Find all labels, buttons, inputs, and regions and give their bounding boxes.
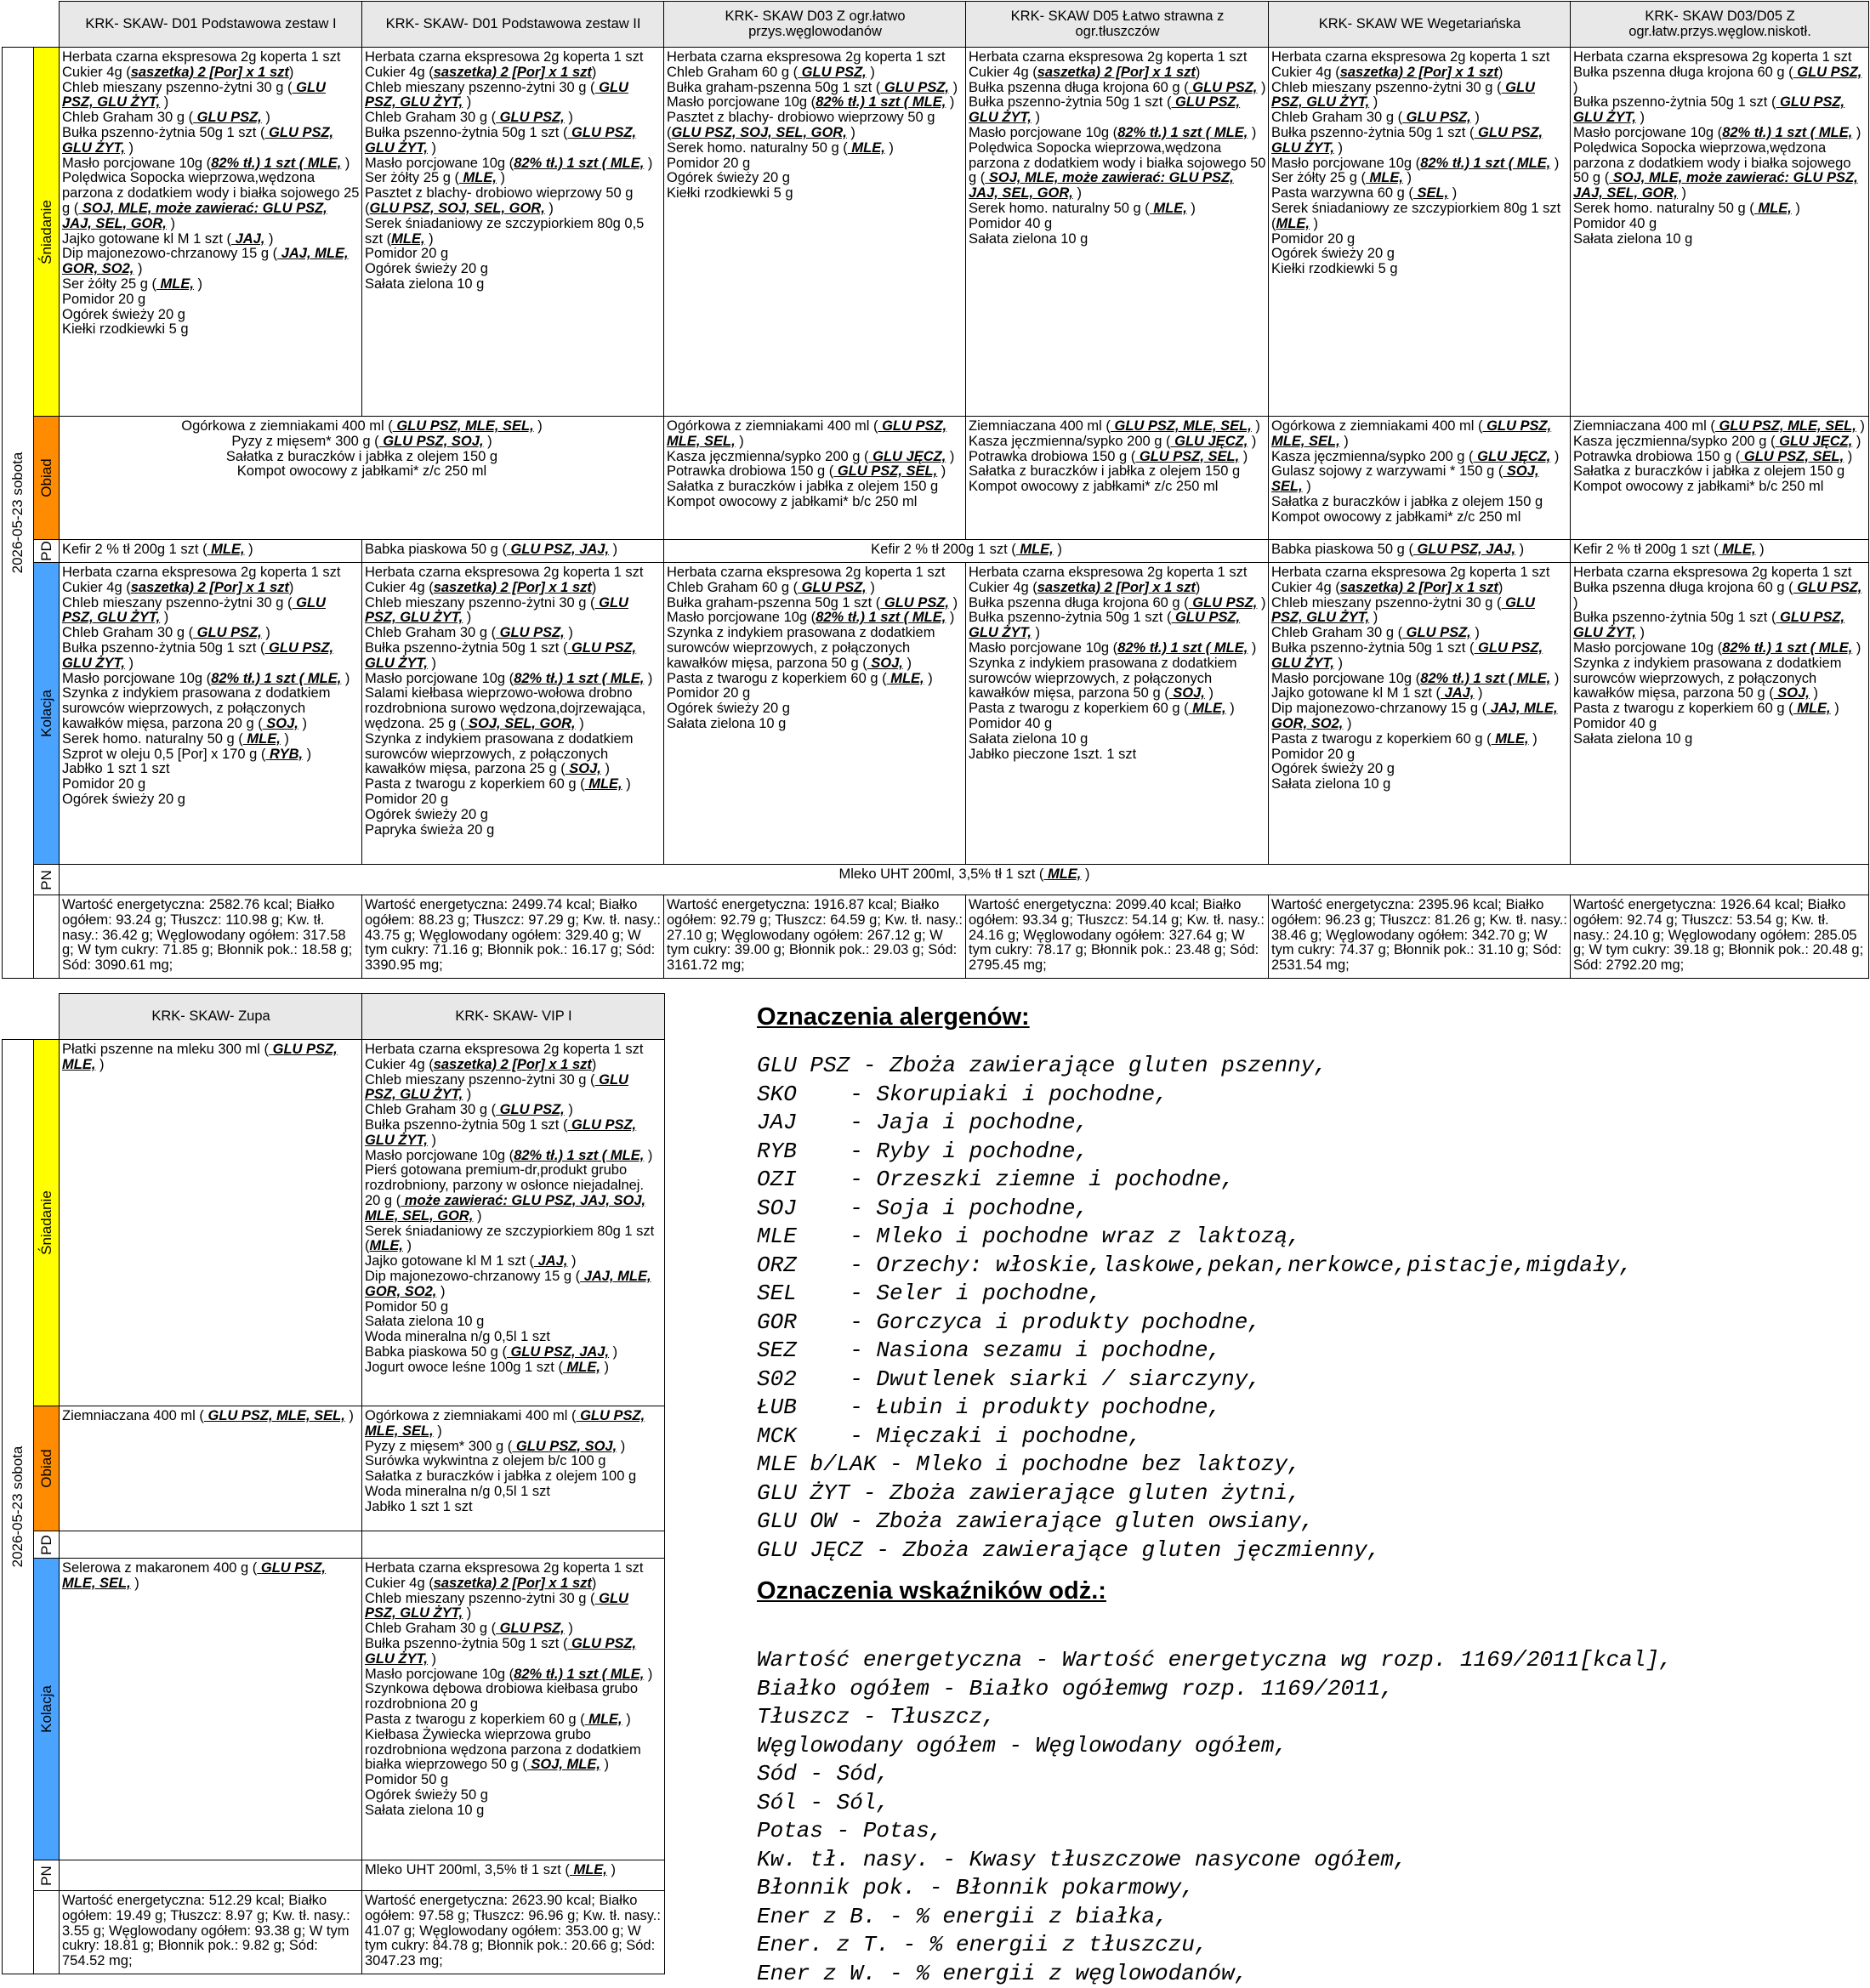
menu-item: Bułka pszenno-żytnia 50g 1 szt ( GLU PSZ, GLU ŻYT, ) (1573, 95, 1867, 126)
menu-item: Herbata czarna ekspresowa 2g koperta 1 szt (365, 1561, 662, 1576)
meal-cell (1571, 48, 1869, 417)
corner-blank (3, 994, 34, 1040)
menu-item: Cukier 4g (saszetka) 2 [Por] x 1 szt) (1271, 65, 1568, 81)
diet-header: KRK- SKAW D05 Łatwo strawna z ogr.tłuszczów (966, 2, 1269, 48)
diet-header: KRK- SKAW- D01 Podstawowa zestaw II (362, 2, 664, 48)
meal-label-lunch: Obiad (34, 1406, 60, 1531)
menu-item: Sałata zielona 10 g (1271, 777, 1568, 792)
meal-label-snack: PD (34, 540, 60, 563)
legend-line: MLE b/LAK - Mleko i pochodne bez laktozy, (757, 1451, 1633, 1480)
menu-item: Pyzy z mięsem* 300 g ( GLU PSZ, SOJ, ) (62, 435, 662, 450)
meal-cell: Kefir 2 % tł 200g 1 szt ( MLE, ) (60, 540, 362, 563)
menu-item: Szynka z indykiem prasowana z dodatkiem surowców wieprzowych, z połączonych kawałków mięsa, parzona 50 g ( SOJ, ) (1573, 656, 1867, 701)
menu-item: Ziemniaczana 400 ml ( GLU PSZ, MLE, SEL, ) (969, 419, 1266, 435)
menu-item: Chleb Graham 30 g ( GLU PSZ, ) (62, 111, 360, 126)
indicators-list (757, 1646, 1673, 1988)
meal-cell (60, 1040, 362, 1406)
legend-line: GLU JĘCZ - Zboża zawierające gluten jęczmienny, (757, 1536, 1633, 1565)
menu-item: Bułka pszenno-żytnia 50g 1 szt ( GLU PSZ, GLU ŻYT, ) (1271, 126, 1568, 156)
menu-item: Pomidor 20 g (667, 686, 963, 701)
meal-label-breakfast: Śniadanie (34, 1040, 60, 1406)
meal-cell-merged: Mleko UHT 200ml, 3,5% tł 1 szt ( MLE, ) (60, 865, 1869, 895)
nutrition-cell: Wartość energetyczna: 2099.40 kcal; Białko ogółem: 93.34 g; Tłuszcz: 54.14 g; Kw. tł. nasy.: 24.16 g; Węglowodany ogółem: 327.64 g; W tym cukry: 78.17 g; Błonnik pok.: 23.48 g; Sód: 2795.45 mg; (966, 895, 1269, 979)
diet-header: KRK- SKAW- D01 Podstawowa zestaw I (60, 2, 362, 48)
date-label: 2026-05-23 sobota (10, 452, 26, 574)
menu-item: Herbata czarna ekspresowa 2g koperta 1 szt (62, 565, 360, 581)
menu-item: Bułka graham-pszenna 50g 1 szt ( GLU PSZ, ) (667, 81, 963, 96)
menu-item: Bułka pszenno-żytnia 50g 1 szt ( GLU PSZ, GLU ŻYT, ) (365, 641, 662, 672)
menu-item: Sałata zielona 10 g (667, 717, 963, 732)
menu-item: Jabłko pieczone 1szt. 1 szt (969, 747, 1266, 763)
menu-item: Sałatka z buraczków i jabłka z olejem 150 g (1573, 464, 1867, 480)
menu-item: Cukier 4g (saszetka) 2 [Por] x 1 szt) (365, 65, 662, 81)
menu-item: Pomidor 40 g (1573, 717, 1867, 732)
menu-item: Chleb Graham 30 g ( GLU PSZ, ) (365, 111, 662, 126)
menu-item: Masło porcjowane 10g (82% tł.) 1 szt ( MLE, ) (667, 611, 963, 626)
menu-item: Chleb mieszany pszenno-żytni 30 g ( GLU PSZ, GLU ŻYT, ) (1271, 81, 1568, 111)
menu-item: Masło porcjowane 10g (82% tł.) 1 szt ( MLE, ) (62, 672, 360, 687)
meal-cell (60, 1531, 362, 1559)
menu-item: Bułka graham-pszenna 50g 1 szt ( GLU PSZ, ) (667, 596, 963, 611)
menu-item: Ogórkowa z ziemniakami 400 ml ( GLU PSZ, MLE, SEL, ) (1271, 419, 1568, 450)
meal-cell (1269, 417, 1571, 540)
menu-item: Sałata zielona 10 g (969, 232, 1266, 247)
menu-item: Sałata zielona 10 g (1573, 732, 1867, 747)
menu-item: Herbata czarna ekspresowa 2g koperta 1 szt (969, 50, 1266, 65)
allergens-list (757, 1052, 1633, 1565)
nutrition-label (34, 895, 60, 979)
allergen-legend (757, 1003, 1633, 1565)
meal-cell (1571, 417, 1869, 540)
menu-item: Masło porcjowane 10g (82% tł.) 1 szt ( MLE, ) (365, 1149, 662, 1164)
meal-cell (966, 48, 1269, 417)
menu-item: Bułka pszenna długa krojona 60 g ( GLU PSZ, ) (969, 81, 1266, 96)
menu-item: Pasta z twarogu z koperkiem 60 g ( MLE, ) (1271, 732, 1568, 747)
legend-line: MLE - Mleko i pochodne wraz z laktozą, (757, 1223, 1633, 1252)
menu-item: Bułka pszenno-żytnia 50g 1 szt ( GLU PSZ, GLU ŻYT, ) (969, 95, 1266, 126)
menu-item: Chleb Graham 30 g ( GLU PSZ, ) (365, 1622, 662, 1637)
menu-item: Pomidor 40 g (969, 717, 1266, 732)
menu-item: Ogórek świeży 20 g (667, 701, 963, 717)
date-cell (3, 48, 34, 979)
menu-item: Masło porcjowane 10g (82% tł.) 1 szt ( MLE, ) (1271, 672, 1568, 687)
menu-item: Serek śniadaniowy ze szczypiorkiem 80g 1 szt (MLE, ) (1271, 202, 1568, 232)
menu-item: Pasta z twarogu z koperkiem 60 g ( MLE, ) (969, 701, 1266, 717)
legend-line: OZI - Orzeszki ziemne i pochodne, (757, 1166, 1633, 1195)
menu-item: Kiełki rzodkiewki 5 g (62, 322, 360, 338)
menu-item: Sałata zielona 10 g (365, 1315, 662, 1330)
diet-header: KRK- SKAW- VIP I (362, 994, 665, 1040)
legend-line: GLU PSZ - Zboża zawierające gluten pszenny, (757, 1052, 1633, 1081)
menu-item: Serek śniadaniowy ze szczypiorkiem 80g 1 szt (MLE, ) (365, 1224, 662, 1255)
menu-item: Sałatka z buraczków i jabłka z olejem 150 g (1271, 495, 1568, 510)
menu-item: Chleb mieszany pszenno-żytni 30 g ( GLU PSZ, GLU ŻYT, ) (62, 81, 360, 111)
menu-item: Chleb Graham 60 g ( GLU PSZ, ) (667, 581, 963, 596)
menu-item: Chleb Graham 30 g ( GLU PSZ, ) (1271, 111, 1568, 126)
menu-item: Masło porcjowane 10g (82% tł.) 1 szt ( MLE, ) (365, 1667, 662, 1683)
legend-line: SKO - Skorupiaki i pochodne, (757, 1081, 1633, 1110)
legend-line: ORZ - Orzechy: włoskie,laskowe,pekan,nerkowce,pistacje,migdały, (757, 1252, 1633, 1281)
menu-item: Masło porcjowane 10g (82% tł.) 1 szt ( MLE, ) (1271, 156, 1568, 172)
meal-cell (966, 563, 1269, 865)
legend-line: SEZ - Nasiona sezamu i pochodne, (757, 1337, 1633, 1366)
diet-header: KRK- SKAW D03 Z ogr.łatwo przys.węglowodanów (664, 2, 966, 48)
legend-line: MCK - Mięczaki i pochodne, (757, 1423, 1633, 1451)
menu-item: Masło porcjowane 10g (82% tł.) 1 szt ( MLE, ) (969, 126, 1266, 141)
diet-header: KRK- SKAW WE Wegetariańska (1269, 2, 1571, 48)
nutrition-cell: Wartość energetyczna: 2623.90 kcal; Białko ogółem: 97.58 g; Tłuszcz: 96.96 g; Kw. tł. nasy.: 41.07 g; Węglowodany ogółem: 353.00 g; W tym cukry: 84.78 g; Błonnik pok.: 20.66 g; Sód: 3047.23 mg; (362, 1891, 665, 1974)
menu-item: Szprot w oleju 0,5 [Por] x 170 g ( RYB, ) (62, 747, 360, 763)
menu-item: Szynka z indykiem prasowana z dodatkiem surowców wieprzowych, z połączonych kawałków mięsa, parzona 25 g ( SOJ, ) (365, 732, 662, 777)
menu-item: Pomidor 50 g (365, 1300, 662, 1315)
legend-line: Potas - Potas, (757, 1817, 1673, 1846)
menu-item: Pasta warzywna 60 g ( SEL, ) (1271, 186, 1568, 202)
menu-item: Ogórek świeży 20 g (365, 808, 662, 823)
corner-blank (34, 994, 60, 1040)
legend-line: GLU ŻYT - Zboża zawierające gluten żytni, (757, 1480, 1633, 1508)
menu-item: Bułka pszenno-żytnia 50g 1 szt ( GLU PSZ, GLU ŻYT, ) (969, 611, 1266, 641)
menu-item: Chleb mieszany pszenno-żytni 30 g ( GLU PSZ, GLU ŻYT, ) (365, 596, 662, 627)
menu-item: Szynkowa dębowa drobiowa kiełbasa grubo rozdrobniona 20 g (365, 1682, 662, 1713)
menu-item: Herbata czarna ekspresowa 2g koperta 1 szt (62, 50, 360, 65)
menu-item: Masło porcjowane 10g (82% tł.) 1 szt ( MLE, ) (667, 95, 963, 111)
menu-item: Cukier 4g (saszetka) 2 [Por] x 1 szt) (62, 581, 360, 596)
menu-item: Płatki pszenne na mleku 300 ml ( GLU PSZ, MLE, ) (62, 1042, 360, 1073)
menu-item: Szynka z indykiem prasowana z dodatkiem surowców wieprzowych, z połączonych kawałków mięsa, parzona 50 g ( SOJ, ) (969, 656, 1266, 701)
menu-item: Ser żółty 25 g ( MLE, ) (1271, 171, 1568, 186)
menu-item: Pomidor 40 g (969, 217, 1266, 232)
menu-item: Salami kiełbasa wieprzowo-wołowa drobno rozdrobniona surowo wędzona,dojrzewająca, wędzona. 25 g ( SOJ, SEL, GOR, ) (365, 686, 662, 731)
menu-table-main (2, 1, 1869, 979)
diet-header: KRK- SKAW D03/D05 Z ogr.łatw.przys.węglow.niskotł. (1571, 2, 1869, 48)
menu-item: Masło porcjowane 10g (82% tł.) 1 szt ( MLE, ) (365, 672, 662, 687)
menu-item: Kompot owocowy z jabłkami* b/c 250 ml (667, 495, 963, 510)
meal-cell (966, 417, 1269, 540)
menu-item: Ogórek świeży 20 g (1271, 247, 1568, 262)
legend-line: ŁUB - Łubin i produkty pochodne, (757, 1394, 1633, 1423)
menu-item: Bułka pszenno-żytnia 50g 1 szt ( GLU PSZ, GLU ŻYT, ) (1573, 611, 1867, 641)
menu-item: Serek homo. naturalny 50 g ( MLE, ) (667, 141, 963, 156)
diet-header: KRK- SKAW- Zupa (60, 994, 362, 1040)
legend-line: Kw. tł. nasy. - Kwasy tłuszczowe nasycone ogółem, (757, 1846, 1673, 1875)
menu-item: Chleb Graham 30 g ( GLU PSZ, ) (62, 626, 360, 641)
nutrition-cell: Wartość energetyczna: 2582.76 kcal; Białko ogółem: 93.24 g; Tłuszcz: 110.98 g; Kw. tł. nasy.: 36.42 g; Węglowodany ogółem: 317.58 g; W tym cukry: 71.85 g; Błonnik pok.: 18.58 g; Sód: 3090.61 mg; (60, 895, 362, 979)
menu-item: Babka piaskowa 50 g ( GLU PSZ, JAJ, ) (365, 1345, 662, 1360)
menu-item: Potrawka drobiowa 150 g ( GLU PSZ, SEL, ) (969, 450, 1266, 465)
menu-item: Polędwica Sopocka wieprzowa,wędzona parzona z dodatkiem wody i białka sojowego 50 g ( SOJ, MLE, może zawierać: GLU PSZ, JAJ, SEL, GOR, ) (1573, 141, 1867, 202)
menu-item: Gulasz sojowy z warzywami * 150 g ( SOJ, SEL, ) (1271, 464, 1568, 495)
menu-item: Bułka pszenno-żytnia 50g 1 szt ( GLU PSZ, GLU ŻYT, ) (62, 126, 360, 156)
menu-item: Chleb Graham 30 g ( GLU PSZ, ) (365, 626, 662, 641)
menu-item: Dip majonezowo-chrzanowy 15 g ( JAJ, MLE, GOR, SO2, ) (62, 247, 360, 277)
menu-item: Ziemniaczana 400 ml ( GLU PSZ, MLE, SEL, ) (62, 1409, 360, 1424)
menu-item: Dip majonezowo-chrzanowy 15 g ( JAJ, MLE, GOR, SO2, ) (1271, 701, 1568, 732)
menu-item: Kiełki rzodkiewki 5 g (667, 186, 963, 202)
menu-item: Pomidor 20 g (62, 777, 360, 792)
menu-item: Cukier 4g (saszetka) 2 [Por] x 1 szt) (969, 581, 1266, 596)
meal-cell (1571, 563, 1869, 865)
menu-item: Chleb Graham 30 g ( GLU PSZ, ) (365, 1103, 662, 1118)
legend-line: JAJ - Jaja i pochodne, (757, 1109, 1633, 1138)
meal-cell (664, 417, 966, 540)
menu-item: Cukier 4g (saszetka) 2 [Por] x 1 szt) (62, 65, 360, 81)
menu-item: Cukier 4g (saszetka) 2 [Por] x 1 szt) (365, 581, 662, 596)
meal-label-late-snack: PN (34, 1860, 60, 1891)
menu-item: Polędwica Sopocka wieprzowa,wędzona parzona z dodatkiem wody i białka sojowego 25 g ( SOJ, MLE, może zawierać: GLU PSZ, JAJ, SEL, GOR, ) (62, 171, 360, 231)
legend-line: Błonnik pok. - Błonnik pokarmowy, (757, 1874, 1673, 1903)
menu-item: Pasta z twarogu z koperkiem 60 g ( MLE, ) (365, 777, 662, 792)
nutrition-cell: Wartość energetyczna: 1926.64 kcal; Białko ogółem: 92.74 g; Tłuszcz: 53.54 g; Kw. tł. nasy.: 24.10 g; Węglowodany ogółem: 285.05 g; W tym cukry: 39.18 g; Błonnik pok.: 20.48 g; Sód: 2792.20 mg; (1571, 895, 1869, 979)
meal-cell (60, 563, 362, 865)
meal-cell (60, 1406, 362, 1531)
menu-item: Jabłko 1 szt 1 szt (62, 762, 360, 777)
menu-item: Herbata czarna ekspresowa 2g koperta 1 szt (1573, 50, 1867, 65)
menu-item: Chleb Graham 60 g ( GLU PSZ, ) (667, 65, 963, 81)
menu-item: Herbata czarna ekspresowa 2g koperta 1 szt (1573, 565, 1867, 581)
menu-item: Cukier 4g (saszetka) 2 [Por] x 1 szt) (969, 65, 1266, 81)
menu-item: Woda mineralna n/g 0,5l 1 szt (365, 1485, 662, 1500)
meal-cell (362, 563, 664, 865)
meal-label-lunch: Obiad (34, 417, 60, 540)
menu-item: Papryka świeża 20 g (365, 823, 662, 838)
meal-label-snack: PD (34, 1531, 60, 1559)
menu-item: Sałata zielona 10 g (365, 277, 662, 293)
menu-item: Ser żółty 25 g ( MLE, ) (62, 277, 360, 293)
menu-item: Chleb mieszany pszenno-żytni 30 g ( GLU PSZ, GLU ŻYT, ) (365, 81, 662, 111)
menu-item: Serek homo. naturalny 50 g ( MLE, ) (969, 202, 1266, 217)
menu-item: Pomidor 20 g (1271, 747, 1568, 763)
menu-item: Bułka pszenno-żytnia 50g 1 szt ( GLU PSZ, GLU ŻYT, ) (365, 126, 662, 156)
legend-line: SOJ - Soja i pochodne, (757, 1195, 1633, 1224)
menu-item: Pasztet z blachy- drobiowo wieprzowy 50 g (GLU PSZ, SOJ, SEL, GOR, ) (667, 111, 963, 141)
meal-cell (362, 1406, 665, 1531)
menu-item: Chleb mieszany pszenno-żytni 30 g ( GLU PSZ, GLU ŻYT, ) (1271, 596, 1568, 627)
menu-item: Herbata czarna ekspresowa 2g koperta 1 szt (365, 1042, 662, 1058)
menu-item: Jajko gotowane kl M 1 szt ( JAJ, ) (1271, 686, 1568, 701)
menu-item: Kompot owocowy z jabłkami* z/c 250 ml (62, 464, 662, 480)
menu-item: Pyzy z mięsem* 300 g ( GLU PSZ, SOJ, ) (365, 1440, 662, 1455)
menu-item: Sałatka z buraczków i jabłka z olejem 150 g (969, 464, 1266, 480)
menu-item: Pomidor 20 g (365, 792, 662, 808)
menu-item: Szynka z indykiem prasowana z dodatkiem surowców wieprzowych, z połączonych kawałków mięsa, parzona 50 g ( SOJ, ) (667, 626, 963, 671)
menu-item: Kompot owocowy z jabłkami* z/c 250 ml (1271, 510, 1568, 525)
menu-item: Ogórek świeży 20 g (62, 792, 360, 808)
menu-item: Pomidor 50 g (365, 1773, 662, 1788)
meal-cell (60, 1559, 362, 1860)
menu-item: Masło porcjowane 10g (82% tł.) 1 szt ( MLE, ) (62, 156, 360, 172)
menu-item: Masło porcjowane 10g (82% tł.) 1 szt ( MLE, ) (365, 156, 662, 172)
menu-item: Selerowa z makaronem 400 g ( GLU PSZ, MLE, SEL, ) (62, 1561, 360, 1592)
menu-item: Kasza jęczmienna/sypko 200 g ( GLU JĘCZ, ) (667, 450, 963, 465)
nutrition-label (34, 1891, 60, 1974)
menu-item: Kiełki rzodkiewki 5 g (1271, 262, 1568, 277)
menu-item: Masło porcjowane 10g (82% tł.) 1 szt ( MLE, ) (1573, 126, 1867, 141)
menu-item: Kasza jęczmienna/sypko 200 g ( GLU JĘCZ, ) (1271, 450, 1568, 465)
menu-item: Serek homo. naturalny 50 g ( MLE, ) (62, 732, 360, 747)
menu-item: Pasta z twarogu z koperkiem 60 g ( MLE, ) (365, 1713, 662, 1728)
menu-item: Bułka pszenno-żytnia 50g 1 szt ( GLU PSZ, GLU ŻYT, ) (1271, 641, 1568, 672)
meal-cell (1269, 48, 1571, 417)
menu-item: Pomidor 20 g (1271, 232, 1568, 247)
menu-item: Pomidor 40 g (1573, 217, 1867, 232)
legend-line: Ener z W. - % energii z węglowodanów, (757, 1960, 1673, 1988)
corner-blank (3, 2, 34, 48)
menu-item: Serek homo. naturalny 50 g ( MLE, ) (1573, 202, 1867, 217)
meal-cell (664, 563, 966, 865)
menu-item: Herbata czarna ekspresowa 2g koperta 1 szt (667, 565, 963, 581)
menu-item: Cukier 4g (saszetka) 2 [Por] x 1 szt) (365, 1576, 662, 1592)
allergens-title: Oznaczenia alergenów: (757, 1003, 1633, 1031)
meal-cell (362, 1559, 665, 1860)
legend-line: Sól - Sól, (757, 1789, 1673, 1818)
menu-item: Masło porcjowane 10g (82% tł.) 1 szt ( MLE, ) (969, 641, 1266, 656)
nutrition-cell: Wartość energetyczna: 512.29 kcal; Białko ogółem: 19.49 g; Tłuszcz: 8.97 g; Kw. tł. nasy.: 3.55 g; Węglowodany ogółem: 93.38 g; W tym cukry: 18.81 g; Błonnik pok.: 9.82 g; Sód: 754.52 mg; (60, 1891, 362, 1974)
meal-label-dinner: Kolacja (34, 563, 60, 865)
meal-label-breakfast: Śniadanie (34, 48, 60, 417)
menu-item: Herbata czarna ekspresowa 2g koperta 1 szt (1271, 565, 1568, 581)
menu-item: Ogórkowa z ziemniakami 400 ml ( GLU PSZ, MLE, SEL, ) (365, 1409, 662, 1440)
menu-item: Szynka z indykiem prasowana z dodatkiem surowców wieprzowych, z połączonych kawałków mięsa, parzona 20 g ( SOJ, ) (62, 686, 360, 731)
menu-item: Bułka pszenno-żytnia 50g 1 szt ( GLU PSZ, GLU ŻYT, ) (365, 1118, 662, 1149)
menu-item: Bułka pszenna długa krojona 60 g ( GLU PSZ, ) (969, 596, 1266, 611)
menu-item: Herbata czarna ekspresowa 2g koperta 1 szt (667, 50, 963, 65)
corner-blank (34, 2, 60, 48)
menu-item: Pasta z twarogu z koperkiem 60 g ( MLE, ) (667, 672, 963, 687)
meal-cell: Mleko UHT 200ml, 3,5% tł 1 szt ( MLE, ) (362, 1860, 665, 1891)
menu-item: Pierś gotowana premium-dr,produkt grubo rozdrobniony, parzony w osłonce niejadalnej. 20 g ( może zawierać: GLU PSZ, JAJ, SOJ, MLE, SEL, GOR, ) (365, 1163, 662, 1224)
menu-item: Pomidor 20 g (365, 247, 662, 262)
date-cell (3, 1040, 34, 1974)
menu-item: Dip majonezowo-chrzanowy 15 g ( JAJ, MLE, GOR, SO2, ) (365, 1269, 662, 1300)
nutrition-cell: Wartość energetyczna: 2395.96 kcal; Białko ogółem: 96.23 g; Tłuszcz: 81.26 g; Kw. tł. nasy.: 38.46 g; Węglowodany ogółem: 342.70 g; W tym cukry: 74.37 g; Błonnik pok.: 31.10 g; Sód: 2531.54 mg; (1269, 895, 1571, 979)
menu-item: Sałata zielona 10 g (1573, 232, 1867, 247)
meal-label-late-snack: PN (34, 865, 60, 895)
menu-item: Kompot owocowy z jabłkami* z/c 250 ml (969, 480, 1266, 495)
menu-item: Ogórek świeży 20 g (62, 308, 360, 323)
menu-item: Jajko gotowane kl M 1 szt ( JAJ, ) (62, 232, 360, 247)
menu-item: Kiełbasa Żywiecka wieprzowa grubo rozdrobniona wędzona parzona z dodatkiem białka wieprzowego 50 g ( SOJ, MLE, ) (365, 1728, 662, 1773)
meal-cell-merged (60, 417, 664, 540)
menu-item: Sałatka z buraczków i jabłka z olejem 100 g (365, 1469, 662, 1485)
menu-item: Ogórek świeży 20 g (1271, 762, 1568, 777)
meal-cell (362, 48, 664, 417)
menu-item: Herbata czarna ekspresowa 2g koperta 1 szt (365, 50, 662, 65)
date-label: 2026-05-23 sobota (10, 1446, 26, 1568)
menu-item: Polędwica Sopocka wieprzowa,wędzona parzona z dodatkiem wody i białka sojowego 50 g ( SOJ, MLE, może zawierać: GLU PSZ, JAJ, SEL, GOR, ) (969, 141, 1266, 202)
menu-item: Potrawka drobiowa 150 g ( GLU PSZ, SEL, ) (1573, 450, 1867, 465)
menu-item: Ogórkowa z ziemniakami 400 ml ( GLU PSZ, MLE, SEL, ) (62, 419, 662, 435)
indicators-title: Oznaczenia wskaźników odż.: (757, 1577, 1673, 1605)
menu-item: Sałatka z buraczków i jabłka z olejem 150 g (62, 450, 662, 465)
meal-cell (664, 48, 966, 417)
menu-item: Sałatka z buraczków i jabłka z olejem 150 g (667, 480, 963, 495)
menu-item: Ogórek świeży 20 g (365, 262, 662, 277)
legend-line: Węglowodany ogółem - Węglowodany ogółem, (757, 1732, 1673, 1761)
meal-cell (362, 1531, 665, 1559)
legend-line: S02 - Dwutlenek siarki / siarczyny, (757, 1366, 1633, 1394)
legend-line: RYB - Ryby i pochodne, (757, 1138, 1633, 1167)
meal-cell: Kefir 2 % tł 200g 1 szt ( MLE, ) (1571, 540, 1869, 563)
legend-line: SEL - Seler i pochodne, (757, 1280, 1633, 1309)
menu-item: Surówka wykwintna z olejem b/c 100 g (365, 1454, 662, 1469)
menu-item: Bułka pszenna długa krojona 60 g ( GLU PSZ, ) (1573, 581, 1867, 611)
meal-cell (60, 48, 362, 417)
menu-item: Jabłko 1 szt 1 szt (365, 1500, 662, 1515)
meal-cell (1269, 563, 1571, 865)
nutrition-cell: Wartość energetyczna: 1916.87 kcal; Białko ogółem: 92.79 g; Tłuszcz: 64.59 g; Kw. tł. nasy.: 27.10 g; Węglowodany ogółem: 267.12 g; W tym cukry: 39.00 g; Błonnik pok.: 29.03 g; Sód: 3161.72 mg; (664, 895, 966, 979)
menu-item: Bułka pszenna długa krojona 60 g ( GLU PSZ, ) (1573, 65, 1867, 96)
menu-item: Chleb mieszany pszenno-żytni 30 g ( GLU PSZ, GLU ŻYT, ) (365, 1592, 662, 1622)
menu-table-secondary (2, 993, 665, 1974)
menu-item: Kompot owocowy z jabłkami* b/c 250 ml (1573, 480, 1867, 495)
menu-item: Bułka pszenno-żytnia 50g 1 szt ( GLU PSZ, GLU ŻYT, ) (365, 1637, 662, 1667)
legend-line: Tłuszcz - Tłuszcz, (757, 1703, 1673, 1732)
legend-line: GOR - Gorczyca i produkty pochodne, (757, 1309, 1633, 1338)
legend-line: GLU OW - Zboża zawierające gluten owsiany, (757, 1508, 1633, 1536)
nutrition-cell: Wartość energetyczna: 2499.74 kcal; Białko ogółem: 88.23 g; Tłuszcz: 97.29 g; Kw. tł. nasy.: 43.75 g; Węglowodany ogółem: 329.40 g; W tym cukry: 71.16 g; Błonnik pok.: 16.17 g; Sód: 3390.95 mg; (362, 895, 664, 979)
menu-item: Jogurt owoce leśne 100g 1 szt ( MLE, ) (365, 1360, 662, 1376)
menu-item: Ogórek świeży 50 g (365, 1788, 662, 1803)
menu-item: Chleb mieszany pszenno-żytni 30 g ( GLU PSZ, GLU ŻYT, ) (62, 596, 360, 627)
menu-item: Cukier 4g (saszetka) 2 [Por] x 1 szt) (365, 1058, 662, 1073)
menu-item: Kasza jęczmienna/sypko 200 g ( GLU JĘCZ, ) (969, 435, 1266, 450)
menu-item: Kasza jęczmienna/sypko 200 g ( GLU JĘCZ, ) (1573, 435, 1867, 450)
meal-cell: Babka piaskowa 50 g ( GLU PSZ, JAJ, ) (1269, 540, 1571, 563)
menu-item: Herbata czarna ekspresowa 2g koperta 1 szt (969, 565, 1266, 581)
menu-item: Jajko gotowane kl M 1 szt ( JAJ, ) (365, 1254, 662, 1269)
menu-item: Woda mineralna n/g 0,5l 1 szt (365, 1330, 662, 1345)
menu-item: Masło porcjowane 10g (82% tł.) 1 szt ( MLE, ) (1573, 641, 1867, 656)
meal-cell (60, 1860, 362, 1891)
menu-item: Potrawka drobiowa 150 g ( GLU PSZ, SEL, ) (667, 464, 963, 480)
menu-item: Ogórek świeży 20 g (667, 171, 963, 186)
menu-item: Sałata zielona 10 g (365, 1803, 662, 1819)
legend-line: Sód - Sód, (757, 1760, 1673, 1789)
menu-item: Pomidor 20 g (62, 293, 360, 308)
menu-item: Pasztet z blachy- drobiowo wieprzowy 50 g (GLU PSZ, SOJ, SEL, GOR, ) (365, 186, 662, 217)
indicator-legend (757, 1577, 1673, 1988)
menu-item: Ziemniaczana 400 ml ( GLU PSZ, MLE, SEL, ) (1573, 419, 1867, 435)
menu-item: Sałata zielona 10 g (969, 732, 1266, 747)
legend-line: Ener. z T. - % energii z tłuszczu, (757, 1931, 1673, 1960)
menu-item: Pasta z twarogu z koperkiem 60 g ( MLE, ) (1573, 701, 1867, 717)
legend-line: Białko ogółem - Białko ogółemwg rozp. 1169/2011, (757, 1675, 1673, 1704)
meal-label-dinner: Kolacja (34, 1559, 60, 1860)
menu-item: Serek śniadaniowy ze szczypiorkiem 80g 0,5 szt (MLE, ) (365, 217, 662, 247)
meal-cell-merged: Kefir 2 % tł 200g 1 szt ( MLE, ) (664, 540, 1269, 563)
menu-item: Ogórkowa z ziemniakami 400 ml ( GLU PSZ, MLE, SEL, ) (667, 419, 963, 450)
menu-item: Herbata czarna ekspresowa 2g koperta 1 szt (365, 565, 662, 581)
menu-item: Pomidor 20 g (667, 156, 963, 172)
meal-cell: Babka piaskowa 50 g ( GLU PSZ, JAJ, ) (362, 540, 664, 563)
meal-cell (362, 1040, 665, 1406)
legend-line: Wartość energetyczna - Wartość energetyczna wg rozp. 1169/2011[kcal], (757, 1646, 1673, 1675)
menu-item: Herbata czarna ekspresowa 2g koperta 1 szt (1271, 50, 1568, 65)
menu-item: Bułka pszenno-żytnia 50g 1 szt ( GLU PSZ, GLU ŻYT, ) (62, 641, 360, 672)
legend-line: Ener z B. - % energii z białka, (757, 1903, 1673, 1932)
menu-item: Chleb mieszany pszenno-żytni 30 g ( GLU PSZ, GLU ŻYT, ) (365, 1073, 662, 1104)
menu-item: Chleb Graham 30 g ( GLU PSZ, ) (1271, 626, 1568, 641)
menu-item: Ser żółty 25 g ( MLE, ) (365, 171, 662, 186)
menu-item: Cukier 4g (saszetka) 2 [Por] x 1 szt) (1271, 581, 1568, 596)
